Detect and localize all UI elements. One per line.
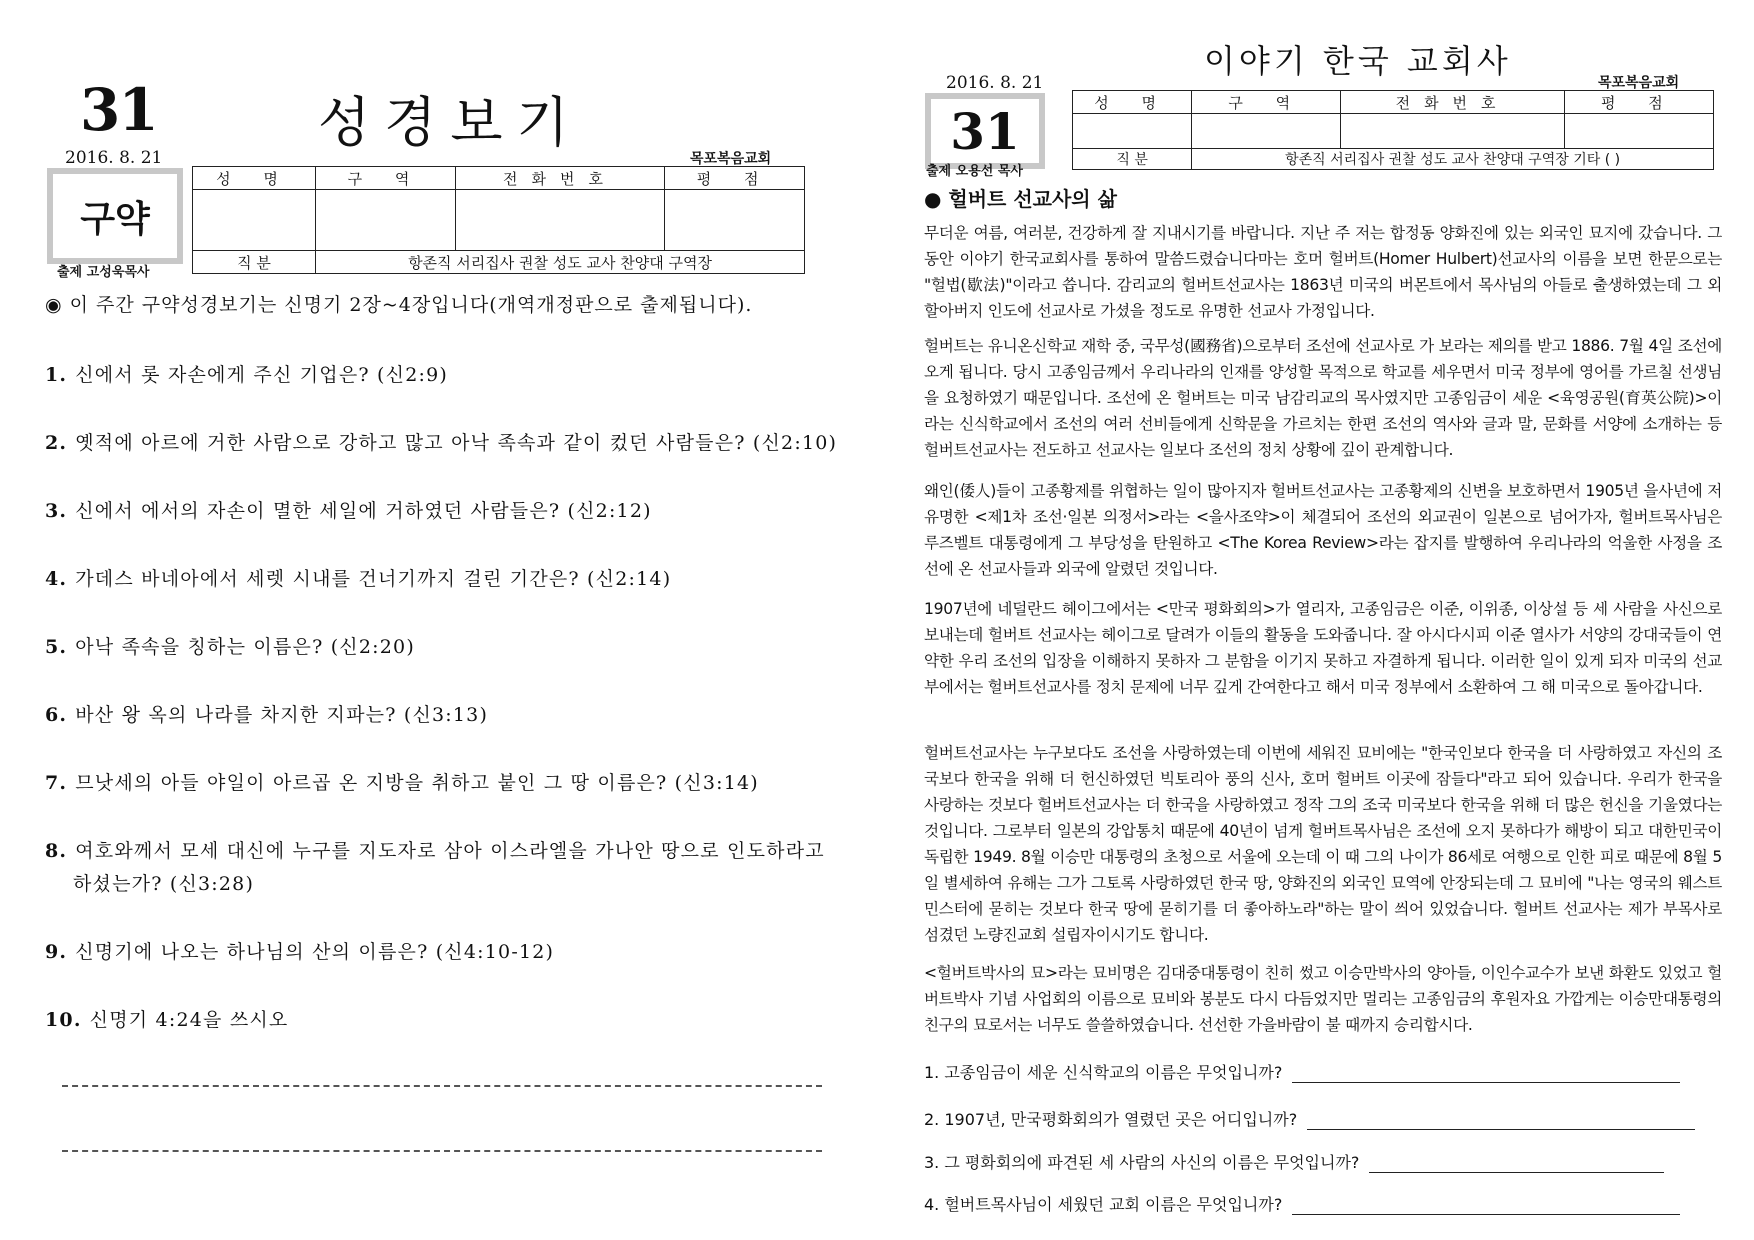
review-question-text: 1. 고종임금이 세운 신식학교의 이름은 무엇입니까? bbox=[924, 1063, 1283, 1082]
question-text: 가데스 바네아에서 세렛 시내를 건너기까지 걸린 기간은? (신2:14) bbox=[75, 568, 672, 590]
question-number: 5. bbox=[45, 636, 68, 658]
question-number: 8. bbox=[45, 840, 68, 862]
role-label: 직 분 bbox=[1073, 149, 1192, 170]
score-field[interactable] bbox=[665, 190, 805, 251]
header-phone: 전화번호 bbox=[455, 167, 664, 190]
score-field[interactable] bbox=[1564, 114, 1713, 149]
answer-line[interactable] bbox=[1292, 1081, 1680, 1083]
review-question bbox=[924, 1107, 1695, 1130]
question-text-continued: 하셨는가? (신3:28) bbox=[73, 873, 255, 895]
role-options[interactable]: 항존직 서리집사 권찰 성도 교사 찬양대 구역장 bbox=[316, 251, 805, 274]
question-text: 옛적에 아르에 거한 사람으로 강하고 많고 아낙 족속과 같이 컸던 사람들은? (신2:10) bbox=[75, 432, 838, 454]
question-item bbox=[45, 496, 652, 523]
header-name: 성 명 bbox=[1073, 91, 1192, 114]
question-text: 신에서 롯 자손에게 주신 기업은? (신2:9) bbox=[75, 364, 448, 386]
section-heading: ● 헐버트 선교사의 삶 bbox=[924, 187, 1117, 211]
role-label: 직 분 bbox=[193, 251, 316, 274]
page-title: 이야기 한국 교회사 bbox=[1204, 42, 1512, 80]
question-item bbox=[45, 836, 825, 863]
question-text: 므낫세의 아들 야일이 아르곱 온 지방을 취하고 붙인 그 땅 이름은? (신3:14) bbox=[75, 772, 759, 794]
district-field[interactable] bbox=[316, 190, 456, 251]
question-number: 7. bbox=[45, 772, 68, 794]
article-paragraph: 1907년에 네덜란드 헤이그에서는 <만국 평화회의>가 열리자, 고종임금은 이준, 이위종, 이상설 등 세 사람을 사신으로 보내는데 헐버트 선교사는 헤이그로 달려가 이들의 활동을 도와줍니다. 잘 아시다시피 이준 열사가 서양의 강대국들이 연약한 우리 조선의 입장을 이해하지 못하자 그 분함을 이기지 못하고 자결하게 됩니다. 이러한 일이 있게 되자 미국의 선교부에서는 헐버트선교사를 정치 문제에 너무 깊게 간여한다고 해서 미국 정부에서 소환하여 그 해 미국으로 돌아갑니다. bbox=[924, 600, 1722, 696]
article-paragraph: 왜인(倭人)들이 고종황제를 위협하는 일이 많아지자 헐버트선교사는 고종황제의 신변을 보호하면서 1905년 을사년에 저 유명한 <제1차 조선·일본 의정서>라는 <을사조약>이 체결되어 조선의 외교권이 일본으로 넘어가자, 헐버트목사님은 루즈벨트 대통령에게 그 부당성을 탄원하고 <The Korea Review>라는 잡지를 발행하여 우리나라의 억울한 사정을 조선에 온 선교사들과 외국에 알렸던 것입니다. bbox=[924, 482, 1722, 578]
question-text: 신명기에 나오는 하나님의 산의 이름은? (신4:10-12) bbox=[75, 941, 555, 963]
question-number: 10. bbox=[45, 1009, 82, 1031]
article-paragraph: 무더운 여름, 여러분, 건강하게 잘 지내시기를 바랍니다. 지난 주 저는 합정동 양화진에 있는 외국인 묘지에 갔습니다. 그 동안 이야기 한국교회사를 통하여 말씀드렸습니다마는 호머 헐버트(Homer Hulbert)선교사의 이름을 보면 한문으로는 "헐법(歇法)"이라고 씁니다. 감리교의 헐버트선교사는 1863년 미국의 버몬트에서 목사님의 아들로 출생하였는데 그 외할아버지 인도에 선교사로 가셨을 정도로 유명한 선교사 가정입니다. bbox=[924, 224, 1722, 320]
review-question-text: 4. 헐버트목사님이 세웠던 교회 이름은 무엇입니까? bbox=[924, 1195, 1283, 1214]
question-text: 신명기 4:24을 쓰시오 bbox=[89, 1009, 289, 1031]
student-info-table bbox=[192, 166, 805, 274]
lesson-number-badge: 31 bbox=[925, 93, 1045, 169]
question-text: 바산 왕 옥의 나라를 차지한 지파는? (신3:13) bbox=[75, 704, 489, 726]
question-number: 9. bbox=[45, 941, 68, 963]
question-item bbox=[45, 360, 448, 387]
question-number: 2. bbox=[45, 432, 68, 454]
answer-line[interactable] bbox=[1369, 1171, 1664, 1173]
answer-line[interactable] bbox=[1292, 1213, 1680, 1215]
church-name: 목포복음교회 bbox=[690, 151, 772, 167]
header-name: 성 명 bbox=[193, 167, 316, 190]
review-question bbox=[924, 1060, 1680, 1083]
name-field[interactable] bbox=[1073, 114, 1192, 149]
answer-line[interactable] bbox=[62, 1150, 822, 1152]
question-number: 6. bbox=[45, 704, 68, 726]
question-item bbox=[45, 937, 554, 964]
phone-field[interactable] bbox=[455, 190, 664, 251]
article-paragraph: <헐버트박사의 묘>라는 묘비명은 김대중대통령이 친히 썼고 이승만박사의 양아들, 이인수교수가 보낸 화환도 있었고 헐버트박사 기념 사업회의 이름으로 묘비와 봉분도 다시 다듬었지만 멀리는 고종임금의 후원자요 가깝게는 이승만대통령의 친구의 묘로서는 너무도 쓸쓸하였습니다. 선선한 가을바람이 불 때까지 승리합시다. bbox=[924, 964, 1722, 1034]
answer-line[interactable] bbox=[1307, 1128, 1695, 1130]
question-text: 여호와께서 모세 대신에 누구를 지도자로 삼아 이스라엘을 가나안 땅으로 인도하라고 bbox=[75, 840, 825, 862]
student-info-table bbox=[1072, 90, 1714, 170]
intro-text: ◉ 이 주간 구약성경보기는 신명기 2장~4장입니다(개역개정판으로 출제됩니다). bbox=[45, 294, 753, 316]
question-number: 1. bbox=[45, 364, 68, 386]
header-score: 평 점 bbox=[1564, 91, 1713, 114]
review-question-text: 2. 1907년, 만국평화회의가 열렸던 곳은 어디입니까? bbox=[924, 1110, 1298, 1129]
review-question bbox=[924, 1192, 1680, 1215]
district-field[interactable] bbox=[1192, 114, 1341, 149]
review-question bbox=[924, 1150, 1664, 1173]
article-paragraph: 헐버트선교사는 누구보다도 조선을 사랑하였는데 이번에 세워진 묘비에는 "한국인보다 한국을 더 사랑하였고 자신의 조국보다 한국을 위해 더 헌신하였던 빅토리아 풍의 신사, 호머 헐버트 이곳에 잠들다"라고 되어 있습니다. 우리가 한국을 사랑하는 것보다 헐버트선교사는 더 한국을 사랑하였고 정작 그의 조국 미국보다 한국을 위해 더 많은 헌신을 기울였다는 것입니다. 그로부터 일본의 강압통치 때문에 40년이 넘게 헐버트목사님은 조선에 오지 못하다가 해방이 되고 대한민국이 독립한 1949. 8월 이승만 대통령의 초청으로 서울에 오는데 이 때 그의 나이가 86세로 여행으로 인한 피로 때문에 8월 5일 별세하여 유해는 그가 그토록 사랑하였던 한국 땅, 양화진의 외국인 묘역에 안장되는데 그 묘비에 "나는 영국의 웨스트민스터에 묻히는 것보다 한국 땅에 묻히기를 더 좋아하노라"하는 말이 씌어 있었습니다. 헐버트 선교사는 제가 부목사로 섬겼던 노량진교회 설립자이시기도 합니다. bbox=[924, 744, 1722, 944]
phone-field[interactable] bbox=[1341, 114, 1564, 149]
author-label: 출제 고성욱목사 bbox=[57, 265, 150, 280]
header-district: 구 역 bbox=[1192, 91, 1341, 114]
date: 2016. 8. 21 bbox=[946, 73, 1044, 93]
question-item bbox=[45, 428, 837, 455]
testament-badge: 구약 bbox=[47, 168, 183, 264]
question-item bbox=[45, 700, 488, 727]
question-number: 4. bbox=[45, 568, 68, 590]
name-field[interactable] bbox=[193, 190, 316, 251]
question-item bbox=[45, 1005, 288, 1032]
page-title: 성경보기 bbox=[318, 91, 583, 154]
review-question-text: 3. 그 평화회의에 파견된 세 사람의 사신의 이름은 무엇입니까? bbox=[924, 1153, 1360, 1172]
question-item bbox=[45, 768, 759, 795]
church-name: 목포복음교회 bbox=[1598, 75, 1680, 91]
author-label: 출제 오용선 목사 bbox=[926, 164, 1023, 179]
header-score: 평 점 bbox=[665, 167, 805, 190]
date: 2016. 8. 21 bbox=[65, 148, 163, 168]
question-item bbox=[45, 564, 671, 591]
question-item bbox=[45, 632, 415, 659]
question-number: 3. bbox=[45, 500, 68, 522]
question-text: 아낙 족속을 칭하는 이름은? (신2:20) bbox=[75, 636, 415, 658]
header-phone: 전화번호 bbox=[1341, 91, 1564, 114]
role-options[interactable]: 항존직 서리집사 권찰 성도 교사 찬양대 구역장 기타 ( ) bbox=[1192, 149, 1714, 170]
question-text: 신에서 에서의 자손이 멸한 세일에 거하였던 사람들은? (신2:12) bbox=[75, 500, 652, 522]
answer-line[interactable] bbox=[62, 1085, 822, 1087]
article-paragraph: 헐버트는 유니온신학교 재학 중, 국무성(國務省)으로부터 조선에 선교사로 가 보라는 제의를 받고 1886. 7월 4일 조선에 오게 됩니다. 당시 고종임금께서 우리나라의 인재를 양성할 목적으로 학교를 세우면서 미국 정부에 영어를 가르칠 선생님을 요청하였기 때문입니다. 조선에 온 헐버트는 미국 남감리교의 목사였지만 고종임금이 세운 <육영공원(育英公院)>이라는 신식학교에서 조선의 여러 선비들에게 신학문을 가르치는 한편 조선의 역사와 글과 말, 문화를 서양에 소개하는 등 헐버트선교사는 전도하고 선교사는 일보다 조선의 정치 상황에 깊이 관계합니다. bbox=[924, 337, 1722, 459]
header-district: 구 역 bbox=[316, 167, 456, 190]
lesson-number: 31 bbox=[80, 76, 157, 144]
